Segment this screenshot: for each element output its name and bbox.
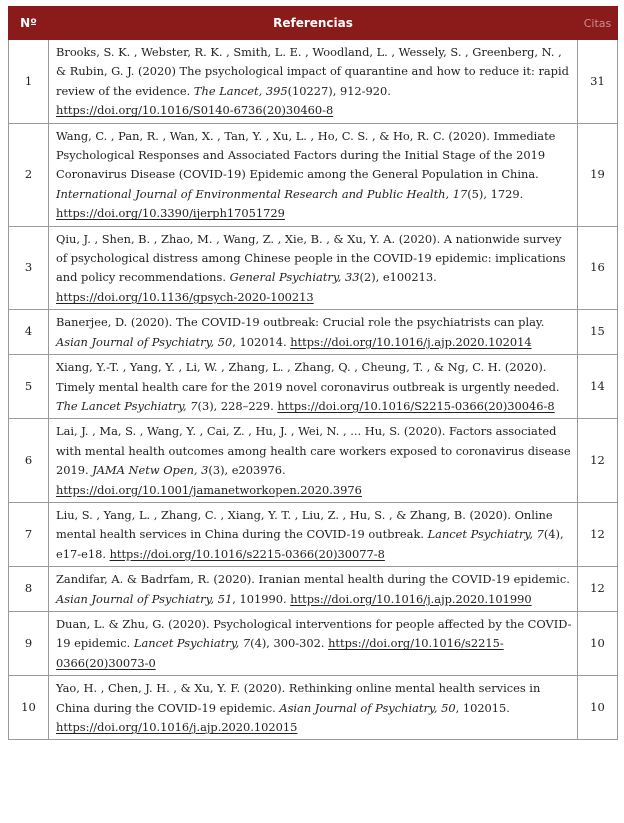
reference-pages: (5), 1729. — [467, 186, 524, 201]
row-number: 5 — [9, 355, 49, 419]
citation-count: 14 — [578, 355, 618, 419]
table-row — [9, 419, 618, 503]
reference-text — [49, 226, 578, 310]
citation-count: 12 — [578, 567, 618, 612]
row-number: 10 — [9, 676, 49, 740]
citation-count: 15 — [578, 310, 618, 355]
reference-doi-link[interactable]: https://doi.org/10.1016/j.ajp.2020.102015 — [56, 720, 298, 734]
reference-text — [49, 123, 578, 226]
reference-text — [49, 567, 578, 612]
row-number: 3 — [9, 226, 49, 310]
reference-pages: (4), 300-302. — [250, 636, 329, 651]
table-row — [9, 226, 618, 310]
row-number: 9 — [9, 611, 49, 675]
reference-source: General Psychiatry, 33 — [229, 270, 360, 285]
reference-doi-link[interactable]: https://doi.org/10.1016/S0140-6736(20)30460-8 — [56, 103, 334, 118]
reference-authors-title: Banerjee, D. (2020). The COVID-19 outbreak: Crucial role the psychiatrists can play. — [56, 315, 545, 330]
reference-text — [49, 40, 578, 124]
table-row — [9, 567, 618, 612]
reference-source: Asian Journal of Psychiatry, 51 — [56, 591, 233, 606]
reference-pages: , 101990. — [232, 591, 291, 606]
row-number: 4 — [9, 310, 49, 355]
header-row — [9, 7, 618, 40]
reference-text — [49, 676, 578, 740]
reference-doi-link[interactable]: https://doi.org/10.1016/j.ajp.2020.102014 — [290, 334, 532, 349]
reference-doi-link[interactable]: https://doi.org/10.1016/s2215-0366(20)30073-0 — [56, 636, 504, 670]
citation-count: 10 — [578, 676, 618, 740]
table-row — [9, 611, 618, 675]
row-number: 6 — [9, 419, 49, 503]
reference-pages: (2), e100213. — [359, 270, 437, 285]
reference-pages: , 102015. — [455, 700, 510, 715]
reference-doi-link[interactable]: https://doi.org/10.3390/ijerph17051729 — [56, 206, 285, 221]
references-table — [8, 6, 618, 740]
reference-text — [49, 355, 578, 419]
reference-pages: (4), e17-e18. — [56, 527, 564, 561]
table-row — [9, 355, 618, 419]
row-number: 1 — [9, 40, 49, 124]
reference-authors-title: Xiang, Y.-T. , Yang, Y. , Li, W. , Zhang, L. , Zhang, Q. , Cheung, T. , & Ng, C. H. (2020). Timely mental health care for the 2019 novel coronavirus outbreak is urgently needed. — [56, 360, 560, 394]
reference-source: Lancet Psychiatry, 7 — [133, 636, 251, 651]
row-number: 8 — [9, 567, 49, 612]
citation-count: 31 — [578, 40, 618, 124]
table-row — [9, 40, 618, 124]
table-row — [9, 123, 618, 226]
reference-pages: (3), 228–229. — [197, 398, 278, 413]
reference-source: International Journal of Environmental Research and Public Health, 17 — [56, 186, 468, 201]
reference-text — [49, 310, 578, 355]
table-row — [9, 676, 618, 740]
reference-pages: , 102014. — [232, 334, 291, 349]
header-number: Nº — [9, 7, 49, 40]
reference-pages: (3), e203976. — [208, 463, 286, 478]
header-citations: Citas — [578, 7, 618, 40]
reference-source: The Lancet Psychiatry, 7 — [56, 398, 198, 413]
header-references: Referencias — [49, 7, 578, 40]
table-row — [9, 502, 618, 566]
reference-text — [49, 611, 578, 675]
reference-text — [49, 419, 578, 503]
reference-source: The Lancet, 395 — [193, 83, 288, 98]
reference-authors-title: Lai, J. , Ma, S. , Wang, Y. , Cai, Z. , Hu, J. , Wei, N. , ... Hu, S. (2020). Factors associated with mental health outcomes among health care workers exposed to coronavirus disease 2019. — [56, 424, 571, 478]
reference-authors-title: Liu, S. , Yang, L. , Zhang, C. , Xiang, Y. T. , Liu, Z. , Hu, S. , & Zhang, B. (2020). Online mental health services in China during the COVID-19 outbreak. — [56, 507, 553, 542]
reference-authors-title: Qiu, J. , Shen, B. , Zhao, M. , Wang, Z. , Xie, B. , & Xu, Y. A. (2020). A nationwide survey of psychological distress among Chinese people in the COVID-19 epidemic: implications and policy recommendations. — [56, 231, 566, 285]
reference-pages: (10227), 912-920. — [287, 83, 391, 98]
reference-source: JAMA Netw Open, 3 — [92, 463, 209, 478]
reference-text — [49, 502, 578, 566]
reference-authors-title: Zandifar, A. & Badrfam, R. (2020). Iranian mental health during the COVID-19 epidemic. — [56, 572, 570, 587]
citation-count: 12 — [578, 502, 618, 566]
citation-count: 10 — [578, 611, 618, 675]
reference-source: Asian Journal of Psychiatry, 50 — [279, 700, 456, 715]
table-row — [9, 310, 618, 355]
reference-authors-title: Yao, H. , Chen, J. H. , & Xu, Y. F. (2020). Rethinking online mental health services in China during the COVID-19 epidemic. — [56, 681, 541, 715]
table-body — [9, 40, 618, 740]
reference-doi-link[interactable]: https://doi.org/10.1016/j.ajp.2020.101990 — [290, 591, 532, 606]
reference-authors-title: Duan, L. & Zhu, G. (2020). Psychological interventions for people affected by the COVID-19 epidemic. — [56, 616, 572, 651]
reference-source: Lancet Psychiatry, 7 — [427, 527, 544, 542]
citation-count: 19 — [578, 123, 618, 226]
reference-source: Asian Journal of Psychiatry, 50 — [56, 334, 233, 349]
reference-doi-link[interactable]: https://doi.org/10.1001/jamanetworkopen.2020.3976 — [56, 482, 362, 497]
reference-doi-link[interactable]: https://doi.org/10.1016/s2215-0366(20)30077-8 — [109, 546, 385, 561]
reference-authors-title: Brooks, S. K. , Webster, R. K. , Smith, L. E. , Woodland, L. , Wessely, S. , Greenberg, N. , & Rubin, G. J. (2020) The psychological impact of quarantine and how to reduce it: rapid review of the evidence. — [56, 45, 569, 98]
reference-doi-link[interactable]: https://doi.org/10.1136/gpsych-2020-100213 — [56, 289, 314, 304]
reference-doi-link[interactable]: https://doi.org/10.1016/S2215-0366(20)30046-8 — [277, 398, 555, 413]
row-number: 7 — [9, 502, 49, 566]
reference-authors-title: Wang, C. , Pan, R. , Wan, X. , Tan, Y. , Xu, L. , Ho, C. S. , & Ho, R. C. (2020). Immediate Psychological Responses and Associated Factors during the Initial Stage of the 2019 Coronavirus Disease (COVID-19) Epidemic among the General Population in China. — [56, 128, 556, 182]
row-number: 2 — [9, 123, 49, 226]
citation-count: 12 — [578, 419, 618, 503]
citation-count: 16 — [578, 226, 618, 310]
